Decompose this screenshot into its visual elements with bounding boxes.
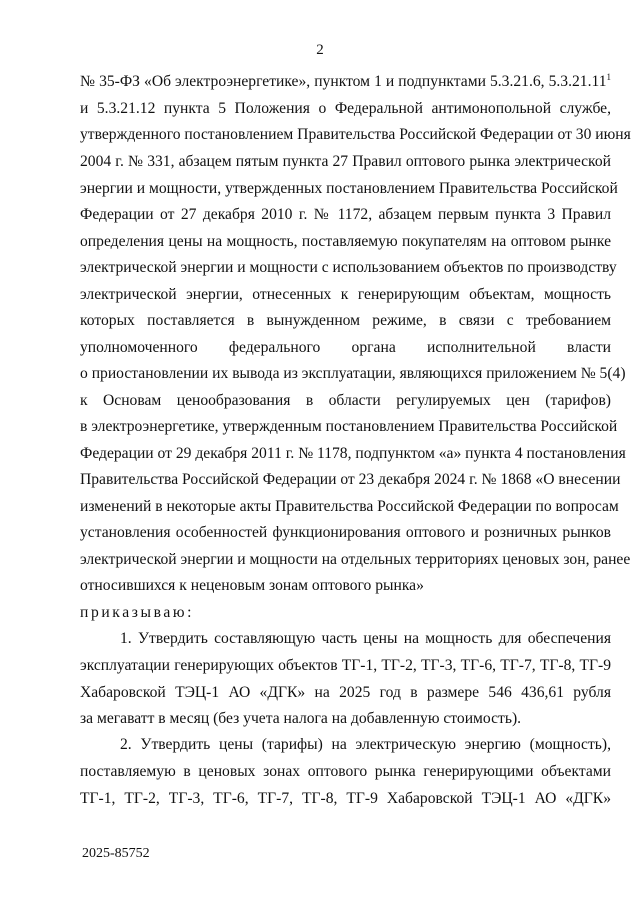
text-line-content: энергии и мощности, утвержденных постановлением Правительства Российской xyxy=(80,180,618,197)
text-line xyxy=(80,789,611,809)
text-line-content: электрической энергии и мощности на отдельных территориях ценовых зон, ранее xyxy=(80,551,631,568)
text-line xyxy=(80,179,618,199)
text-line-content: в электроэнергетике, утвержденным постановлением Правительства Российской xyxy=(80,418,618,435)
text-line-content: поставляемую в ценовых зонах оптового рынка генерирующими объектами xyxy=(80,763,611,780)
text-line xyxy=(80,232,611,252)
text-line-content: 2. Утвердить цены (тарифы) на электрическую энергию (мощность), xyxy=(120,736,611,753)
text-line-content: утвержденного постановлением Правительства Российской Федерации от 30 июня xyxy=(80,126,631,143)
text-line xyxy=(80,709,611,729)
text-line-content: электрической энергии, отнесенных к генерирующим объектам, мощность xyxy=(80,286,611,303)
text-line-content: Федерации от 29 декабря 2011 г. № 1178, подпунктом «а» пункта 4 постановления xyxy=(80,445,626,462)
text-line xyxy=(80,391,611,411)
text-line xyxy=(80,762,611,782)
text-line-content: электрической энергии и мощности с использованием объектов по производству xyxy=(80,259,617,276)
text-line xyxy=(80,205,611,225)
text-line-content: приказываю: xyxy=(80,604,195,621)
text-line-content: которых поставляется в вынужденном режиме, в связи с требованием xyxy=(80,312,611,329)
text-line xyxy=(80,444,626,464)
text-line xyxy=(80,338,611,358)
text-line xyxy=(80,99,611,119)
text-line-content: 1. Утвердить составляющую часть цены на мощность для обеспечения xyxy=(120,630,611,647)
document-code: 2025-85752 xyxy=(82,846,150,861)
text-line xyxy=(80,258,617,278)
text-line-content: определения цены на мощность, поставляемую покупателям на оптовом рынке xyxy=(80,233,611,250)
text-line-content: 2004 г. № 331, абзацем пятым пункта 27 Правил оптового рынка электрической xyxy=(80,153,611,170)
text-line xyxy=(80,311,611,331)
text-line-content: о приостановлении их вывода из эксплуатации, являющихся приложением № 5(4) xyxy=(80,365,626,382)
text-line-content: относившихся к неценовым зонам оптового рынка» xyxy=(80,577,424,594)
text-line xyxy=(80,550,631,570)
text-line-content: эксплуатации генерирующих объектов ТГ-1, ТГ-2, ТГ-3, ТГ-6, ТГ-7, ТГ-8, ТГ-9 xyxy=(80,657,611,674)
text-line xyxy=(120,629,611,649)
text-line xyxy=(80,523,611,543)
text-line xyxy=(80,683,611,703)
text-line xyxy=(80,152,611,172)
text-line-content: Правительства Российской Федерации от 23 декабря 2024 г. № 1868 «О внесении xyxy=(80,471,621,488)
text-line xyxy=(80,576,611,596)
footnote-marker: 1 xyxy=(606,71,611,82)
text-line xyxy=(80,72,611,92)
text-line-content: № 35-ФЗ «Об электроэнергетике», пунктом 1 и подпунктами 5.3.21.6, 5.3.21.11 xyxy=(80,73,607,90)
text-line-content: изменений в некоторые акты Правительства Российской Федерации по вопросам xyxy=(80,498,619,515)
text-line xyxy=(80,417,618,437)
text-line-content: к Основам ценообразования в области регулируемых цен (тарифов) xyxy=(80,392,611,409)
text-line-content: уполномоченного федерального органа исполнительной власти xyxy=(80,339,611,356)
text-line xyxy=(80,364,626,384)
text-line-content: Хабаровской ТЭЦ-1 АО «ДГК» на 2025 год в размере 546 436,61 рубля xyxy=(80,684,611,701)
text-line xyxy=(120,735,611,755)
text-line-content: за мегаватт в месяц (без учета налога на добавленную стоимость). xyxy=(80,710,522,727)
text-line-content: установления особенностей функционирования оптового и розничных рынков xyxy=(80,524,611,541)
text-line-content: и 5.3.21.12 пункта 5 Положения о Федеральной антимонопольной службе, xyxy=(80,100,611,117)
text-line xyxy=(80,497,619,517)
text-line xyxy=(80,285,611,305)
text-line-content: ТГ-1, ТГ-2, ТГ-3, ТГ-6, ТГ-7, ТГ-8, ТГ-9 Хабаровской ТЭЦ-1 АО «ДГК» xyxy=(80,790,611,807)
page-number: 2 xyxy=(316,42,324,58)
text-line xyxy=(80,125,631,145)
text-line xyxy=(80,603,611,623)
text-line xyxy=(80,656,611,676)
text-line-content: Федерации от 27 декабря 2010 г. № 1172, абзацем первым пункта 3 Правил xyxy=(80,206,611,223)
text-line xyxy=(80,470,621,490)
